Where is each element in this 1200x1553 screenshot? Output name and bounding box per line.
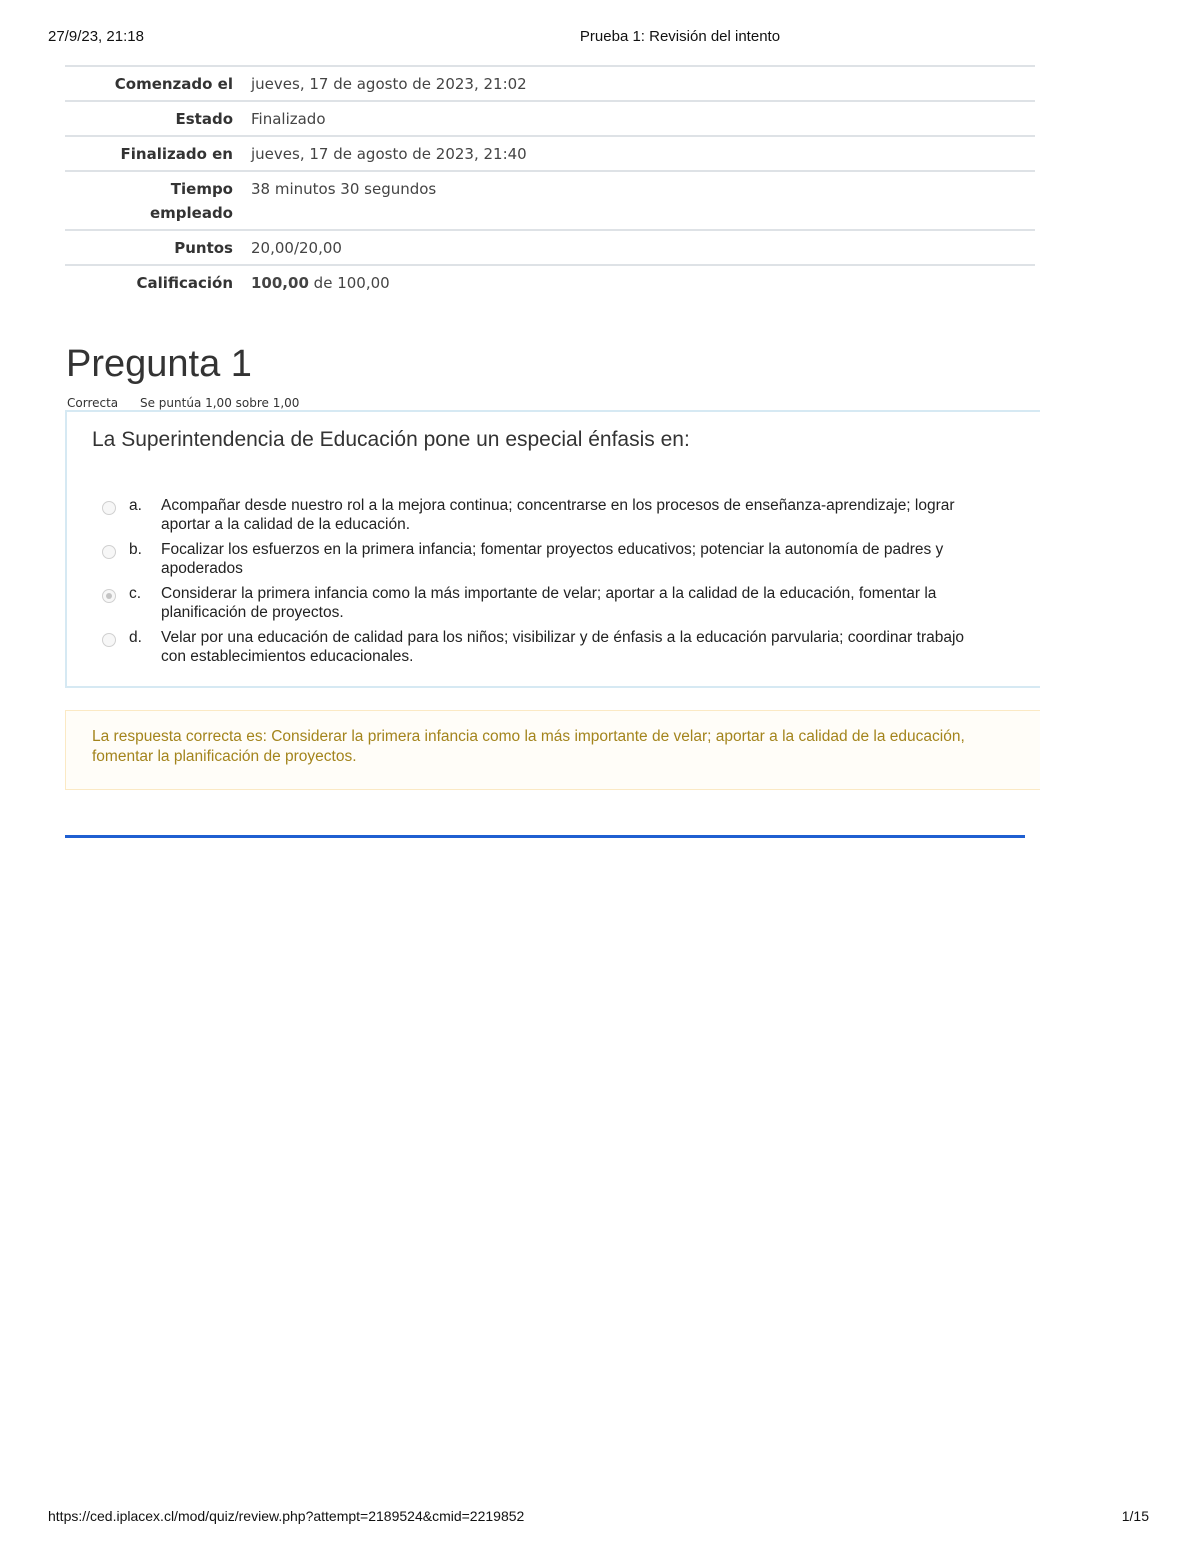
answer-option-d[interactable] [101,628,991,672]
summary-row-state [65,101,1035,136]
answer-text-a: Acompañar desde nuestro rol a la mejora continua; concentrarse en los procesos de enseñanza-aprendizaje; lograr aportar a la calidad de la educación. [161,497,955,533]
answer-letter-b: b. [129,541,142,558]
grade-of: de 100,00 [313,274,390,292]
radio-a[interactable] [102,501,116,515]
completed-value: jueves, 17 de agosto de 2023, 21:40 [251,145,527,163]
completed-label: Finalizado en [120,145,233,163]
answer-letter-a: a. [129,497,142,514]
radio-b[interactable] [102,545,116,559]
answer-text-c: Considerar la primera infancia como la más importante de velar; aportar a la calidad de la educación, fomentar la planificación de proyectos. [161,585,937,621]
question-state: Correcta [67,396,119,410]
answer-text-b: Focalizar los esfuerzos en la primera infancia; fomentar proyectos educativos; potenciar la autonomía de padres y apoderados [161,541,944,577]
marks-value: 20,00/20,00 [251,239,342,257]
answer-list [101,496,991,672]
answer-letter-c: c. [129,585,142,602]
print-header-title: Prueba 1: Revisión del intento [579,28,781,45]
attempt-summary-table [65,65,1035,299]
separator-line [65,835,1025,838]
question-content-box [65,410,1040,688]
feedback-box [65,710,1040,790]
time-label-line1: Tiempo [170,180,233,198]
question-heading: Pregunta 1 [66,343,252,385]
marks-label: Puntos [174,239,233,257]
radio-d[interactable] [102,633,116,647]
state-value: Finalizado [251,110,326,128]
summary-row-marks [65,230,1035,265]
summary-row-completed [65,136,1035,171]
answer-option-b[interactable] [101,540,991,584]
started-value: jueves, 17 de agosto de 2023, 21:02 [251,75,527,93]
grade-value: 100,00 [251,274,309,292]
state-label: Estado [175,110,233,128]
summary-row-started [65,66,1035,101]
grade-value-cell [243,265,1035,299]
radio-c[interactable] [102,589,116,603]
question-text: La Superintendencia de Educación pone un especial énfasis en: [92,428,690,451]
print-footer-url: https://ced.iplacex.cl/mod/quiz/review.php?attempt=2189524&cmid=2219852 [48,1508,525,1524]
answer-text-d: Velar por una educación de calidad para los niños; visibilizar y de énfasis a la educación parvularia; coordinar trabajo con establecimientos educacionales. [161,629,965,665]
question-info [67,396,299,410]
started-label: Comenzado el [114,75,233,93]
summary-row-time [65,171,1035,230]
print-footer-page-number: 1/15 [1121,1508,1149,1524]
answer-option-a[interactable] [101,496,991,540]
grade-label: Calificación [136,274,233,292]
answer-letter-d: d. [129,629,142,646]
correct-answer-feedback: La respuesta correcta es: Considerar la primera infancia como la más importante de velar; aportar a la calidad de la educación, fomentar la planificación de proyectos. [92,728,965,765]
print-header-datetime: 27/9/23, 21:18 [48,28,144,45]
question-grade: Se puntúa 1,00 sobre 1,00 [139,396,300,410]
time-value: 38 minutos 30 segundos [251,180,437,198]
answer-option-c[interactable] [101,584,991,628]
time-label [65,171,243,230]
summary-row-grade [65,265,1035,299]
time-label-line2: empleado [149,204,233,222]
